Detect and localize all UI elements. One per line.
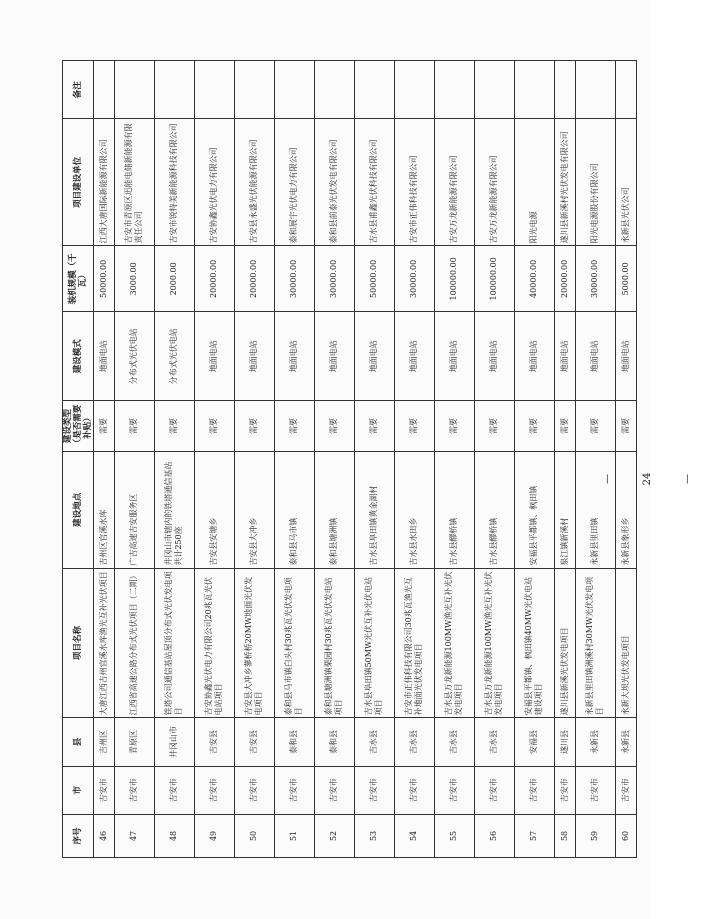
table-cell: 地面电站 <box>274 312 314 401</box>
table-cell: 46 <box>94 814 115 857</box>
table-cell: 井冈山市辖内的铁塔通信基站共计250座 <box>154 451 194 568</box>
table-cell: 泰和县塘洲镇 <box>314 451 354 568</box>
table-cell <box>394 61 434 119</box>
table-cell: 55 <box>434 814 474 857</box>
table-cell: 安福县平都镇、枫田镇 <box>514 451 554 568</box>
table-cell: 吉安县大冲乡 <box>234 451 274 568</box>
table-cell: 永新县里田镇洲溪村30MW光伏发电项目 <box>575 568 615 718</box>
table-cell: 安福县平都镇、枫田镇40MW光伏电站建设项目 <box>514 568 554 718</box>
table-cell: 青原区 <box>114 718 154 766</box>
table-cell: 30000.00 <box>274 246 314 312</box>
table-row <box>434 61 474 858</box>
table-cell: 地面电站 <box>474 312 514 401</box>
table-cell <box>354 61 394 119</box>
table-cell: 50000.00 <box>94 246 115 312</box>
table-cell: 需要 <box>194 401 234 452</box>
table-cell: 吉安市 <box>615 766 636 814</box>
table-cell: 吉水县水田乡 <box>394 451 434 568</box>
table-cell: 30000.00 <box>314 246 354 312</box>
table-cell: 吉水县 <box>354 718 394 766</box>
table-cell <box>114 61 154 119</box>
table-row <box>354 61 394 858</box>
table-cell: 吉安万龙新能源有限公司 <box>474 119 514 246</box>
table-row <box>394 61 434 858</box>
table-cell: 57 <box>514 814 554 857</box>
table-cell: 吉水县 <box>474 718 514 766</box>
table-cell <box>554 61 575 119</box>
table-cell: 49 <box>194 814 234 857</box>
table-cell: 分布式光伏电站 <box>114 312 154 401</box>
table-cell: 吉水县甫鑫光伏科技有限公司 <box>354 119 394 246</box>
table-cell: 吉安市 <box>434 766 474 814</box>
table-cell: 吉安县 <box>234 718 274 766</box>
table-cell <box>234 61 274 119</box>
table-cell: 53 <box>354 814 394 857</box>
table-cell: 吉州区 <box>94 718 115 766</box>
table-cell: 吉安市 <box>194 766 234 814</box>
table-cell: 吉安市 <box>274 766 314 814</box>
table-cell: 安福县 <box>514 718 554 766</box>
table-cell: 吉安万龙新能源有限公司 <box>434 119 474 246</box>
table-row <box>474 61 514 858</box>
table-cell: 永新县 <box>575 718 615 766</box>
table-cell: 需要 <box>154 401 194 452</box>
table-cell: 吉安市 <box>234 766 274 814</box>
table-cell: 吉水县阜田镇黄金湖村 <box>354 451 394 568</box>
table-cell: 吉安市 <box>114 766 154 814</box>
table-cell <box>575 61 615 119</box>
column-header: 备注 <box>63 61 94 119</box>
table-cell: 泉江镇新溪村 <box>554 451 575 568</box>
table-cell: 地面电站 <box>314 312 354 401</box>
table-cell: 100000.00 <box>434 246 474 312</box>
table-row <box>274 61 314 858</box>
table-cell: 51 <box>274 814 314 857</box>
table-cell: 江西省高速公路分布式光伏项目（二期） <box>114 568 154 718</box>
table-cell: 阳光电源 <box>514 119 554 246</box>
table-row <box>114 61 154 858</box>
table-cell: 地面电站 <box>234 312 274 401</box>
table-row <box>314 61 354 858</box>
table-cell <box>274 61 314 119</box>
table-cell: 吉水县万龙新能源100MW渔光互补光伏发电项目 <box>474 568 514 718</box>
table-cell: 广吉高速吉安服务区 <box>114 451 154 568</box>
table-cell: 需要 <box>274 401 314 452</box>
table-cell: 吉安市 <box>94 766 115 814</box>
table-cell: 需要 <box>554 401 575 452</box>
table-cell: 需要 <box>575 401 615 452</box>
table-cell: 30000.00 <box>394 246 434 312</box>
table-cell: 遂川县新溪村光伏发电有限公司 <box>554 119 575 246</box>
table-row <box>615 61 636 858</box>
table-cell: 江西大唐国际新能源有限公司 <box>94 119 115 246</box>
table-cell: 地面电站 <box>554 312 575 401</box>
table-cell: 吉安市 <box>554 766 575 814</box>
table-cell: 30000.00 <box>575 246 615 312</box>
table-cell: 地面电站 <box>194 312 234 401</box>
table-cell: 需要 <box>394 401 434 452</box>
table-cell: 吉安县永盛光伏能源有限公司 <box>234 119 274 246</box>
table-cell: 吉安县大冲乡蓼桥桥20MW地面光伏发电项目 <box>234 568 274 718</box>
table-cell: 地面电站 <box>615 312 636 401</box>
table-cell: 永新县光伏公司 <box>615 119 636 246</box>
table-cell: 吉安协鑫光伏电力有限公司 <box>194 119 234 246</box>
table-cell: 吉水县醪桥镇 <box>434 451 474 568</box>
table-cell: 吉水县万龙新能源100MW渔光互补光伏发电项目 <box>434 568 474 718</box>
column-header: 县 <box>63 718 94 766</box>
column-header: 建设类型（是否需要补贴） <box>63 401 94 452</box>
table-cell: 铁塔公司通信基站屋顶分布式光伏发电项目 <box>154 568 194 718</box>
table-cell: 大唐江西吉州官溪水库渔光互补光伏项目 <box>94 568 115 718</box>
table-cell: 需要 <box>615 401 636 452</box>
table-row <box>554 61 575 858</box>
table-cell: 永新县 <box>615 718 636 766</box>
table-cell: 2000.00 <box>154 246 194 312</box>
table-cell <box>94 61 115 119</box>
table-cell: 吉安县安塘乡 <box>194 451 234 568</box>
table-cell: 永新县象形乡 <box>615 451 636 568</box>
table-cell: 吉安县 <box>194 718 234 766</box>
table-cell: 阳光电源股份有限公司 <box>575 119 615 246</box>
column-header: 市 <box>63 766 94 814</box>
table-cell: 吉安市 <box>514 766 554 814</box>
table-cell: 需要 <box>354 401 394 452</box>
table-cell: 泰和县马市镇白头村30兆瓦光伏发电项目 <box>274 568 314 718</box>
table-cell: 吉安市正伟科技有限公司 <box>394 119 434 246</box>
table-cell: 吉安市 <box>394 766 434 814</box>
table-row <box>94 61 115 858</box>
table-cell: 60 <box>615 814 636 857</box>
table-cell: 48 <box>154 814 194 857</box>
table-cell: 地面电站 <box>434 312 474 401</box>
table-cell: 泰和县塘洲镇栗园村30兆瓦光伏发电站项目 <box>314 568 354 718</box>
table-cell: 地面电站 <box>394 312 434 401</box>
table-cell: 遂川县 <box>554 718 575 766</box>
column-header: 序号 <box>63 814 94 857</box>
table-cell: 吉安市 <box>314 766 354 814</box>
table-cell: 吉安市 <box>354 766 394 814</box>
table-cell: 吉安市正伟科技有限公司30兆瓦渔光互补地面光伏发电项目 <box>394 568 434 718</box>
table-cell: 需要 <box>514 401 554 452</box>
table-cell: 58 <box>554 814 575 857</box>
table-header-row <box>63 61 94 858</box>
table-cell: 吉安协鑫光伏电力有限公司20兆瓦光伏电站项目 <box>194 568 234 718</box>
table-row <box>194 61 234 858</box>
table-cell: 地面电站 <box>94 312 115 401</box>
table-cell: 54 <box>394 814 434 857</box>
table-cell: 56 <box>474 814 514 857</box>
table-cell <box>434 61 474 119</box>
table-cell: 需要 <box>94 401 115 452</box>
table-cell: 吉安市 <box>575 766 615 814</box>
table-cell <box>514 61 554 119</box>
table-cell: 泰和县马市镇 <box>274 451 314 568</box>
table-cell: 地面电站 <box>575 312 615 401</box>
table-cell: 地面电站 <box>354 312 394 401</box>
table-cell: 地面电站 <box>514 312 554 401</box>
table-cell <box>615 61 636 119</box>
table-cell: 100000.00 <box>474 246 514 312</box>
table-cell: 吉水县 <box>434 718 474 766</box>
table-cell: 分布式光伏电站 <box>154 312 194 401</box>
table-cell: 59 <box>575 814 615 857</box>
table-cell: 20000.00 <box>554 246 575 312</box>
table-cell: 泰和县 <box>274 718 314 766</box>
table-cell: 吉安市 <box>474 766 514 814</box>
table-cell: 需要 <box>114 401 154 452</box>
page-number: — 24 — <box>602 472 693 486</box>
table-cell: 20000.00 <box>194 246 234 312</box>
table-cell: 需要 <box>434 401 474 452</box>
table-cell: 井冈山市 <box>154 718 194 766</box>
table-cell: 吉安市青原区迅能电储新能源有限责任公司 <box>114 119 154 246</box>
table-cell: 吉安市 <box>154 766 194 814</box>
table-cell: 吉水县阜田镇50MW光伏互补光伏电站项目 <box>354 568 394 718</box>
table-cell: 40000.00 <box>514 246 554 312</box>
table-cell: 吉水县醪桥镇 <box>474 451 514 568</box>
table-cell: 需要 <box>474 401 514 452</box>
table-cell <box>474 61 514 119</box>
table-cell: 泰和县 <box>314 718 354 766</box>
table-cell: 吉水县 <box>394 718 434 766</box>
table-row <box>154 61 194 858</box>
table-cell: 遂川县新溪光伏发电项目 <box>554 568 575 718</box>
table-row <box>234 61 274 858</box>
table-cell: 永新县里田镇 <box>575 451 615 568</box>
column-header: 建设地点 <box>63 451 94 568</box>
table-cell: 吉安市锐特美新能源科技有限公司 <box>154 119 194 246</box>
table-cell: 泰和展宇光伏电力有限公司 <box>274 119 314 246</box>
table-cell: 47 <box>114 814 154 857</box>
table-cell: 5000.00 <box>615 246 636 312</box>
table-row <box>514 61 554 858</box>
table-cell: 吉州区官溪水库 <box>94 451 115 568</box>
table-cell: 需要 <box>314 401 354 452</box>
table-row <box>575 61 615 858</box>
table-cell <box>194 61 234 119</box>
table-cell <box>314 61 354 119</box>
column-header: 建设模式 <box>63 312 94 401</box>
table-cell: 50000.00 <box>354 246 394 312</box>
column-header: 装机规模（千瓦） <box>63 246 94 312</box>
table-cell: 3000.00 <box>114 246 154 312</box>
column-header: 项目名称 <box>63 568 94 718</box>
table-cell: 52 <box>314 814 354 857</box>
column-header: 项目建设单位 <box>63 119 94 246</box>
table-cell: 永新大坝光伏发电项目 <box>615 568 636 718</box>
table-cell <box>154 61 194 119</box>
table-cell: 50 <box>234 814 274 857</box>
table-cell: 20000.00 <box>234 246 274 312</box>
table-cell: 泰和县前泰光伏发电有限公司 <box>314 119 354 246</box>
table-cell: 需要 <box>234 401 274 452</box>
